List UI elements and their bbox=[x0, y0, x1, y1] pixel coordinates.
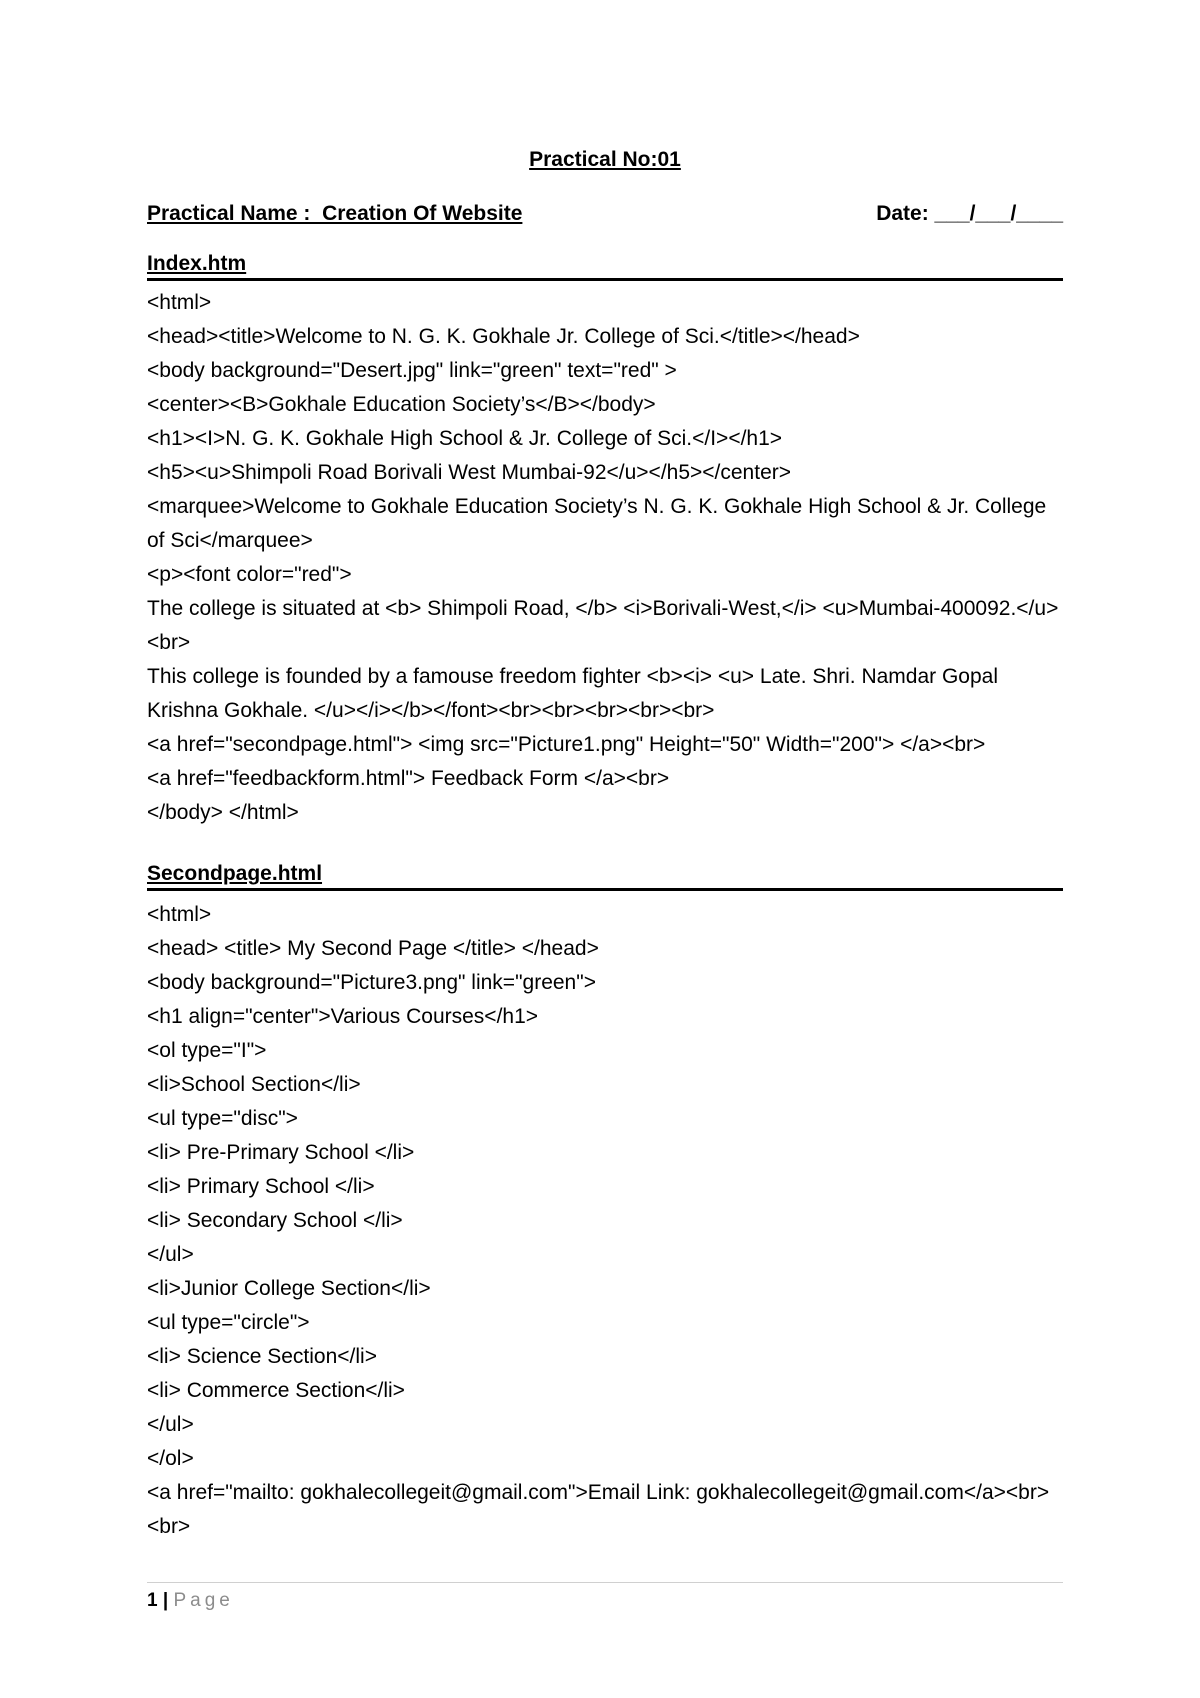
code-line: <ul type="circle"> bbox=[147, 1311, 310, 1334]
code-line: </body> </html> bbox=[147, 801, 299, 824]
code-line: <h1 align="center">Various Courses</h1> bbox=[147, 1005, 539, 1028]
code-line: <body background="Picture3.png" link="green"> bbox=[147, 971, 596, 994]
code-line: <li> Secondary School </li> bbox=[147, 1209, 403, 1232]
code-line: <li> Primary School </li> bbox=[147, 1175, 375, 1198]
code-line: <html> bbox=[147, 291, 212, 314]
page-footer bbox=[147, 1590, 234, 1612]
footer-separator: | bbox=[162, 1590, 169, 1611]
code-line: <ul type="disc"> bbox=[147, 1107, 298, 1130]
page-title: Practical No:01 bbox=[529, 148, 681, 171]
code-line: <marquee>Welcome to Gokhale Education Society’s N. G. K. Gokhale High School & Jr. College of Sci</marquee> bbox=[147, 495, 1053, 552]
code-line: <a href="secondpage.html"> <img src="Picture1.png" Height="50" Width="200"> </a><br> bbox=[147, 733, 986, 756]
code-line: This college is founded by a famouse freedom fighter <b><i> <u> Late. Shri. Namdar Gopal Krishna Gokhale. </u></i></b></font><br><br><br><br><br> bbox=[147, 665, 1004, 722]
code-line: <ol type="I"> bbox=[147, 1039, 267, 1062]
document-page bbox=[147, 0, 1063, 1698]
code-block-secondpage bbox=[147, 898, 1063, 1544]
code-line: <li> Science Section</li> bbox=[147, 1345, 377, 1368]
page-label: Page bbox=[173, 1590, 234, 1611]
code-line: <li>Junior College Section</li> bbox=[147, 1277, 431, 1300]
code-line: <a href="feedbackform.html"> Feedback Form </a><br> bbox=[147, 767, 670, 790]
code-line: <html> bbox=[147, 903, 212, 926]
code-line: <body background="Desert.jpg" link="green" text="red" > bbox=[147, 359, 677, 382]
footer-divider bbox=[147, 1582, 1063, 1583]
code-line: <li> Pre-Primary School </li> bbox=[147, 1141, 415, 1164]
date-field: Date: ___/___/____ bbox=[876, 202, 1063, 225]
section-heading-index: Index.htm bbox=[147, 252, 1063, 281]
code-line: <head> <title> My Second Page </title> </head> bbox=[147, 937, 599, 960]
code-line: <head><title>Welcome to N. G. K. Gokhale Jr. College of Sci.</title></head> bbox=[147, 325, 860, 348]
code-line: <a href="mailto: gokhalecollegeit@gmail.com">Email Link: gokhalecollegeit@gmail.com</a><br><br> bbox=[147, 1481, 1050, 1538]
page-number: 1 bbox=[147, 1590, 158, 1611]
code-line: </ol> bbox=[147, 1447, 194, 1470]
code-line: <li>School Section</li> bbox=[147, 1073, 361, 1096]
code-line: <center><B>Gokhale Education Society’s</B></body> bbox=[147, 393, 656, 416]
code-line: </ul> bbox=[147, 1243, 194, 1266]
code-line: <li> Commerce Section</li> bbox=[147, 1379, 405, 1402]
code-line: <h5><u>Shimpoli Road Borivali West Mumbai-92</u></h5></center> bbox=[147, 461, 792, 484]
code-line: </ul> bbox=[147, 1413, 194, 1436]
section-heading-secondpage: Secondpage.html bbox=[147, 862, 1063, 891]
code-line: The college is situated at <b> Shimpoli Road, </b> <i>Borivali-West,</i> <u>Mumbai-400092.</u><br> bbox=[147, 597, 1059, 654]
practical-name: Practical Name : Creation Of Website bbox=[147, 202, 523, 225]
code-line: <p><font color="red"> bbox=[147, 563, 352, 586]
code-line: <h1><I>N. G. K. Gokhale High School & Jr. College of Sci.</I></h1> bbox=[147, 427, 783, 450]
code-block-index bbox=[147, 286, 1063, 830]
